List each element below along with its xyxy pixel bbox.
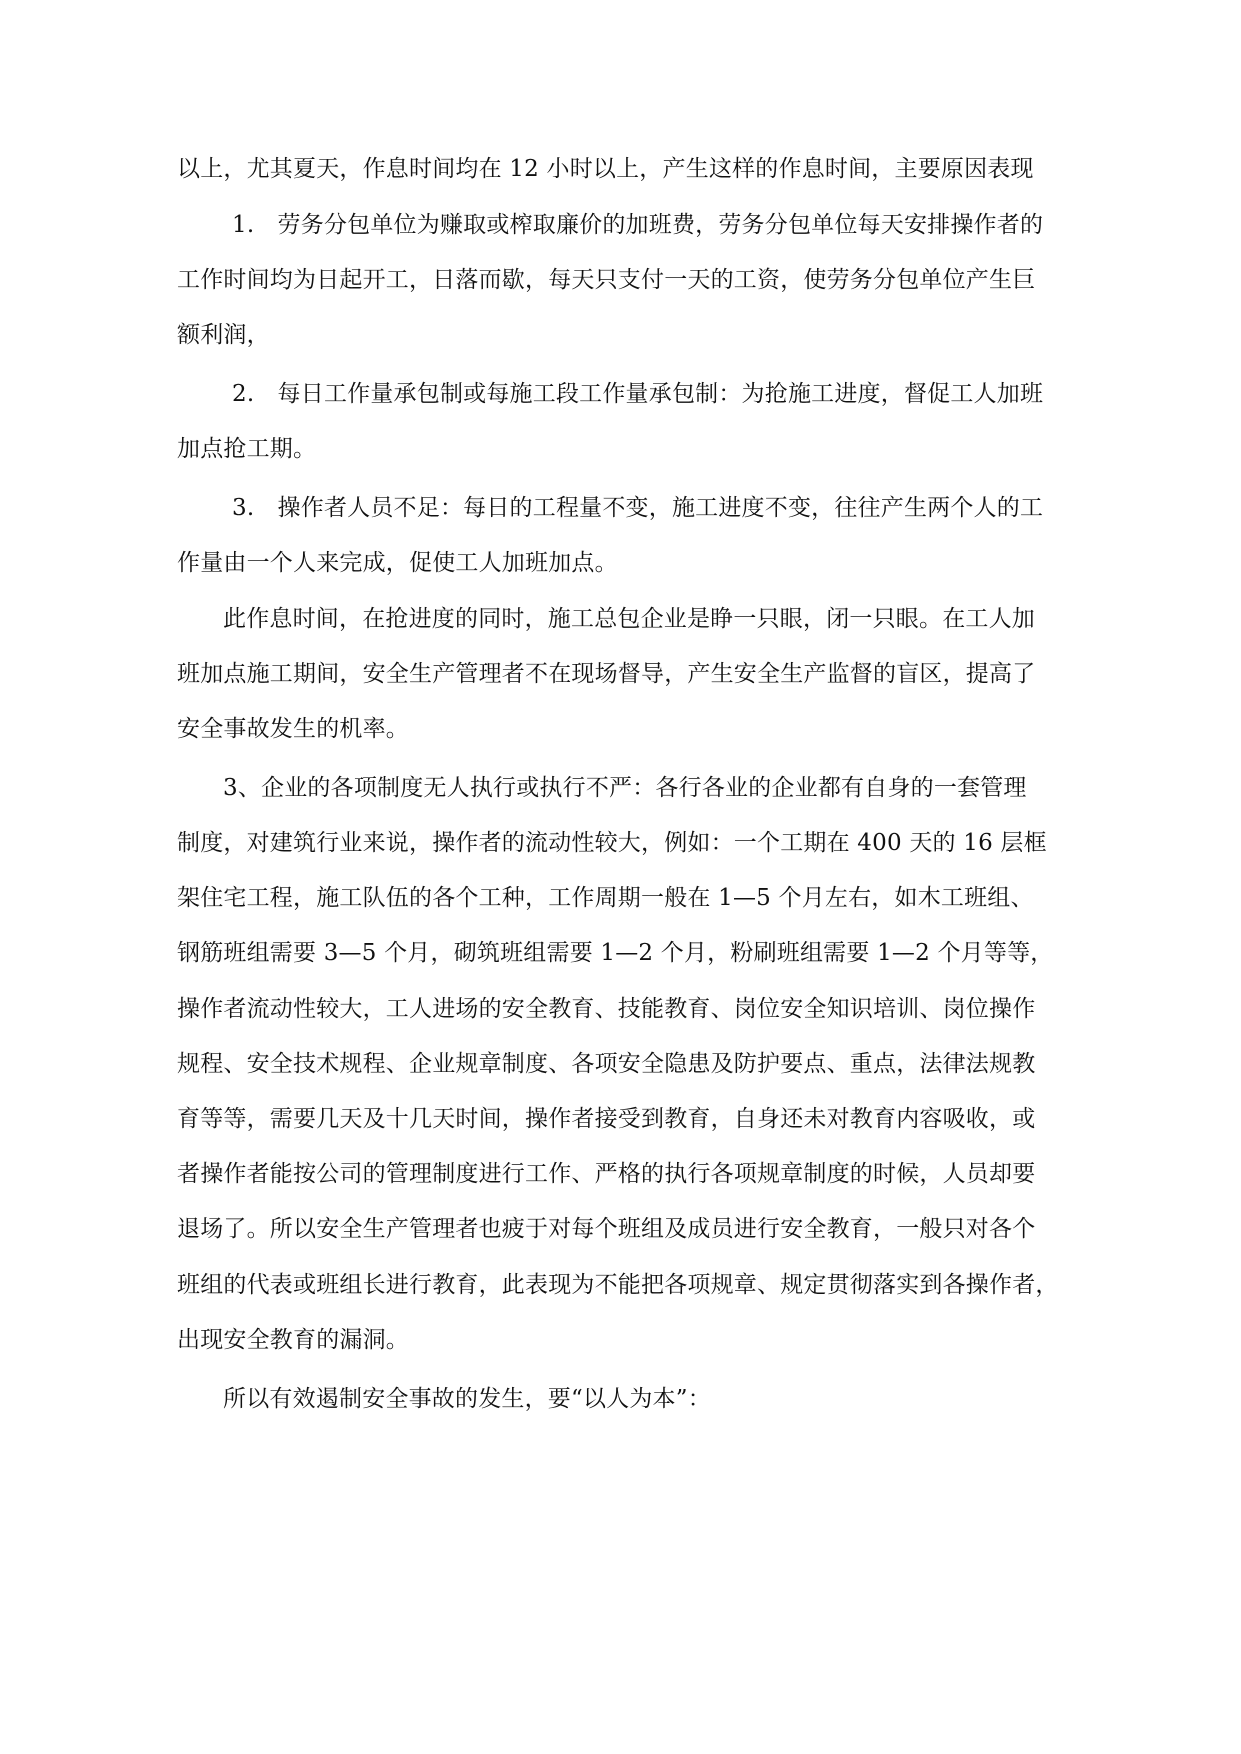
text-line: 额利润，	[177, 322, 270, 348]
text-line: 班加点施工期间，安全生产管理者不在现场督导，产生安全生产监督的盲区，提高了	[177, 661, 1036, 687]
text-line: 退场了。所以安全生产管理者也疲于对每个班组及成员进行安全教育，一般只对各个	[177, 1216, 1036, 1242]
text-line: 制度，对建筑行业来说，操作者的流动性较大，例如：一个工期在 400 天的 16 层框	[177, 830, 1047, 856]
text-line: 加点抢工期。	[177, 436, 317, 462]
text-line: 钢筋班组需要 3—5 个月，砌筑班组需要 1—2 个月，粉刷班组需要 1—2 个月等等，	[177, 940, 1054, 966]
text-line: 者操作者能按公司的管理制度进行工作、严格的执行各项规章制度的时候，人员却要	[177, 1161, 1036, 1187]
text-line: 安全事故发生的机率。	[177, 716, 409, 742]
text-line: 以上，尤其夏天，作息时间均在 12 小时以上，产生这样的作息时间，主要原因表现	[177, 156, 1034, 182]
paragraph-line: 此作息时间，在抢进度的同时，施工总包企业是睁一只眼，闭一只眼。在工人加	[223, 606, 1035, 632]
text-line: 架住宅工程，施工队伍的各个工种，工作周期一般在 1—5 个月左右，如木工班组、	[177, 885, 1034, 911]
text-line: 规程、安全技术规程、企业规章制度、各项安全隐患及防护要点、重点，法律法规教	[177, 1051, 1036, 1077]
text-line: 工作时间均为日起开工，日落而歇，每天只支付一天的工资，使劳务分包单位产生巨	[177, 267, 1036, 293]
text-line: 作量由一个人来完成，促使工人加班加点。	[177, 550, 618, 576]
text-line: 出现安全教育的漏洞。	[177, 1327, 409, 1353]
text-line: 班组的代表或班组长进行教育，此表现为不能把各项规章、规定贯彻落实到各操作者，	[177, 1272, 1059, 1298]
list-item-3-line: 3. 操作者人员不足：每日的工程量不变，施工进度不变，往往产生两个人的工	[232, 495, 1044, 521]
list-item-1-line: 1. 劳务分包单位为赚取或榨取廉价的加班费，劳务分包单位每天安排操作者的	[232, 212, 1044, 238]
paragraph-line: 3、企业的各项制度无人执行或执行不严：各行各业的企业都有自身的一套管理	[223, 775, 1027, 801]
text-line: 育等等，需要几天及十几天时间，操作者接受到教育，自身还未对教育内容吸收，或	[177, 1106, 1036, 1132]
list-item-2-line: 2. 每日工作量承包制或每施工段工作量承包制：为抢施工进度，督促工人加班	[232, 381, 1044, 407]
paragraph-line: 所以有效遏制安全事故的发生，要“以人为本”：	[223, 1386, 711, 1412]
text-line: 操作者流动性较大，工人进场的安全教育、技能教育、岗位安全知识培训、岗位操作	[177, 996, 1036, 1022]
